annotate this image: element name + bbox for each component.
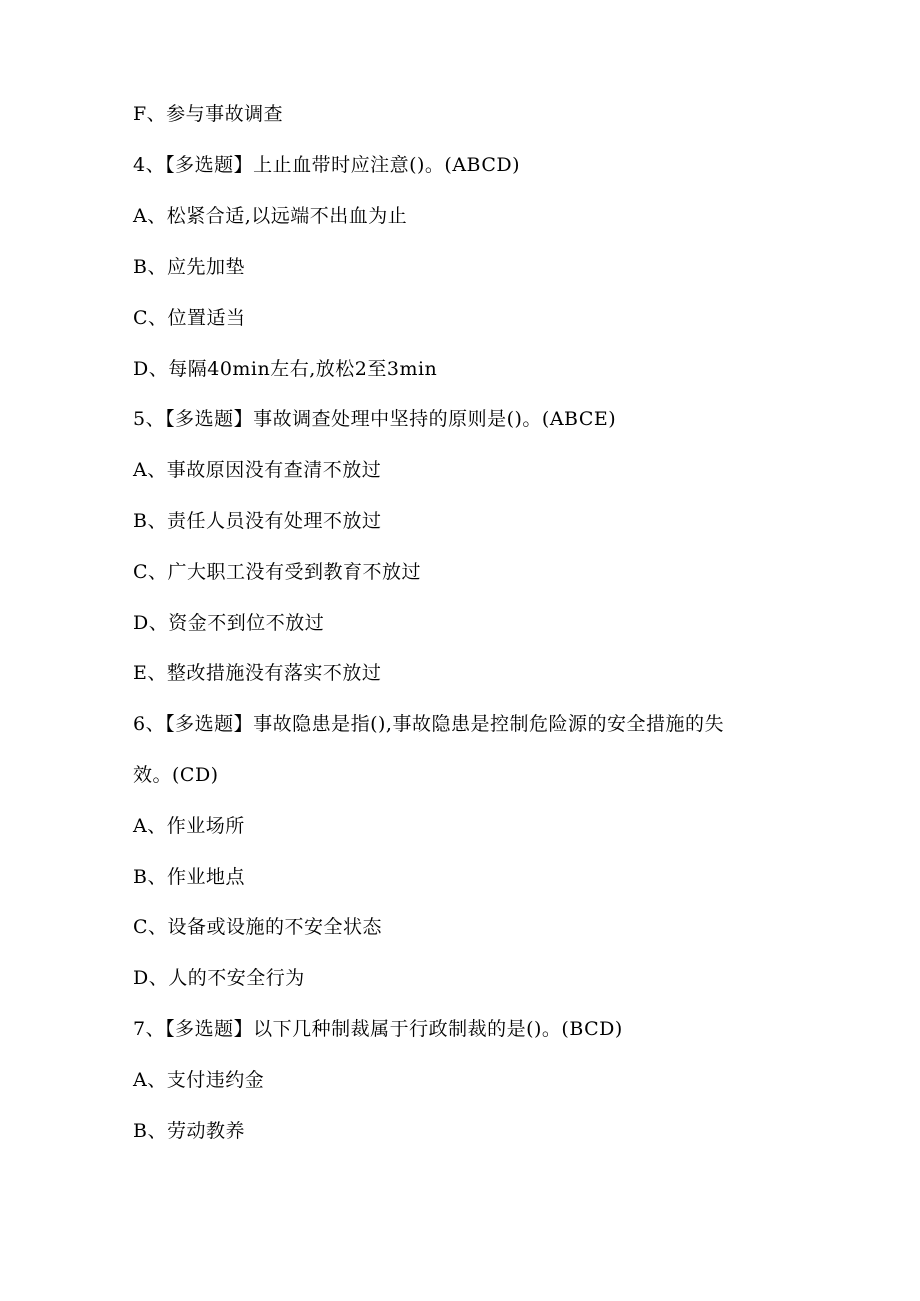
question-6: 6、【多选题】事故隐患是指(),事故隐患是控制危险源的安全措施的失 [133, 713, 724, 735]
option-c-q6: C、设备或设施的不安全状态 [133, 916, 383, 938]
option-a-q5: A、事故原因没有查清不放过 [133, 459, 382, 481]
option-a-q6: A、作业场所 [133, 815, 245, 837]
option-a-q7: A、支付违约金 [133, 1069, 265, 1091]
option-d-q6: D、人的不安全行为 [133, 967, 305, 989]
option-e-q5: E、整改措施没有落实不放过 [133, 662, 382, 684]
question-4: 4、【多选题】上止血带时应注意()。(ABCD) [133, 154, 521, 176]
option-f-q3: F、参与事故调查 [133, 103, 284, 125]
option-a-q4: A、松紧合适,以远端不出血为止 [133, 205, 408, 227]
option-b-q6: B、作业地点 [133, 866, 245, 888]
option-c-q5: C、广大职工没有受到教育不放过 [133, 561, 422, 583]
question-7: 7、【多选题】以下几种制裁属于行政制裁的是()。(BCD) [133, 1018, 623, 1040]
option-b-q7: B、劳动教养 [133, 1120, 245, 1142]
question-5: 5、【多选题】事故调查处理中坚持的原则是()。(ABCE) [133, 408, 617, 430]
option-b-q5: B、责任人员没有处理不放过 [133, 510, 382, 532]
option-d-q5: D、资金不到位不放过 [133, 612, 325, 634]
option-d-q4: D、每隔40min左右,放松2至3min [133, 358, 438, 380]
option-b-q4: B、应先加垫 [133, 256, 245, 278]
question-6-continued: 效。(CD) [133, 764, 219, 786]
option-c-q4: C、位置适当 [133, 307, 246, 329]
